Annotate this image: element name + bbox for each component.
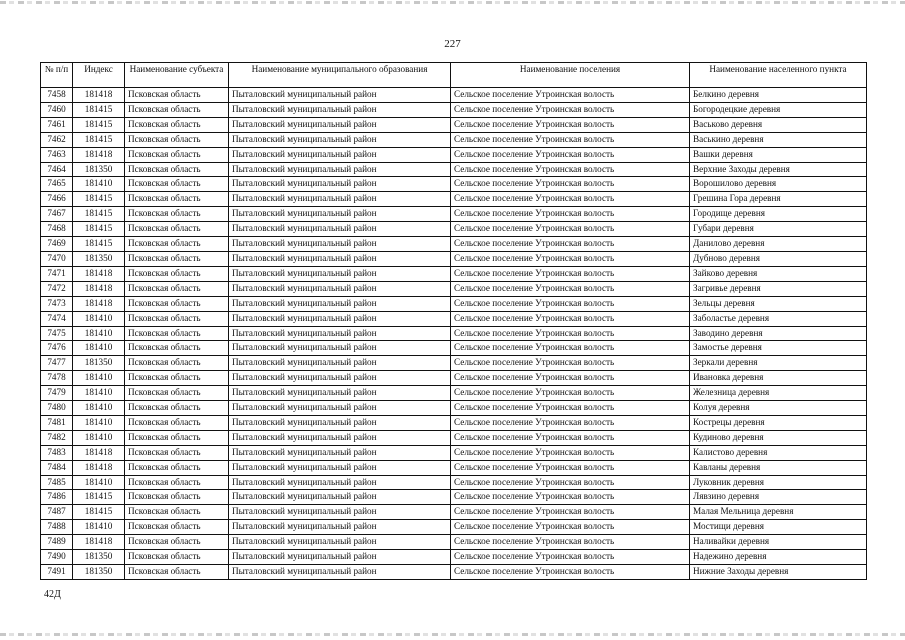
postal-index: 181410 <box>73 401 125 416</box>
municipality-name: Пыталовский муниципальный район <box>229 520 451 535</box>
row-number: 7460 <box>41 102 73 117</box>
subject-name: Псковская область <box>125 162 229 177</box>
subject-name: Псковская область <box>125 147 229 162</box>
row-number: 7486 <box>41 490 73 505</box>
table-row <box>41 550 867 565</box>
municipality-name: Пыталовский муниципальный район <box>229 281 451 296</box>
subject-name: Псковская область <box>125 550 229 565</box>
postal-index: 181418 <box>73 147 125 162</box>
locality-name: Заболастье деревня <box>690 311 867 326</box>
table-row <box>41 162 867 177</box>
row-number: 7461 <box>41 117 73 132</box>
municipality-name: Пыталовский муниципальный район <box>229 505 451 520</box>
table-body <box>41 88 867 580</box>
locality-name: Луковник деревня <box>690 475 867 490</box>
col-header-subject: Наименование субъекта <box>125 63 229 88</box>
row-number: 7466 <box>41 192 73 207</box>
locality-name: Наливайки деревня <box>690 535 867 550</box>
table-row <box>41 311 867 326</box>
postal-index: 181415 <box>73 490 125 505</box>
postal-index: 181418 <box>73 445 125 460</box>
table-row <box>41 475 867 490</box>
table-row <box>41 341 867 356</box>
municipality-name: Пыталовский муниципальный район <box>229 460 451 475</box>
settlement-name: Сельское поселение Утроинская волость <box>451 326 690 341</box>
settlement-name: Сельское поселение Утроинская волость <box>451 565 690 580</box>
row-number: 7476 <box>41 341 73 356</box>
postal-index: 181410 <box>73 341 125 356</box>
subject-name: Псковская область <box>125 371 229 386</box>
row-number: 7473 <box>41 296 73 311</box>
municipality-name: Пыталовский муниципальный район <box>229 415 451 430</box>
row-number: 7471 <box>41 266 73 281</box>
subject-name: Псковская область <box>125 222 229 237</box>
subject-name: Псковская область <box>125 356 229 371</box>
table-row <box>41 430 867 445</box>
locality-name: Кострецы деревня <box>690 415 867 430</box>
municipality-name: Пыталовский муниципальный район <box>229 88 451 103</box>
locality-name: Заводино деревня <box>690 326 867 341</box>
postal-index: 181410 <box>73 371 125 386</box>
table-row <box>41 296 867 311</box>
municipality-name: Пыталовский муниципальный район <box>229 401 451 416</box>
subject-name: Псковская область <box>125 311 229 326</box>
row-number: 7469 <box>41 237 73 252</box>
locality-name: Загривье деревня <box>690 281 867 296</box>
municipality-name: Пыталовский муниципальный район <box>229 430 451 445</box>
municipality-name: Пыталовский муниципальный район <box>229 251 451 266</box>
locality-name: Белкино деревня <box>690 88 867 103</box>
locality-name: Зеркали деревня <box>690 356 867 371</box>
table-row <box>41 415 867 430</box>
municipality-name: Пыталовский муниципальный район <box>229 535 451 550</box>
table-row <box>41 505 867 520</box>
subject-name: Псковская область <box>125 177 229 192</box>
row-number: 7458 <box>41 88 73 103</box>
settlement-name: Сельское поселение Утроинская волость <box>451 311 690 326</box>
row-number: 7472 <box>41 281 73 296</box>
scan-edge-top <box>0 1 905 4</box>
subject-name: Псковская область <box>125 341 229 356</box>
municipality-name: Пыталовский муниципальный район <box>229 192 451 207</box>
row-number: 7479 <box>41 386 73 401</box>
locality-name: Верхние Заходы деревня <box>690 162 867 177</box>
municipality-name: Пыталовский муниципальный район <box>229 147 451 162</box>
municipality-name: Пыталовский муниципальный район <box>229 296 451 311</box>
postal-index: 181410 <box>73 311 125 326</box>
table-row <box>41 102 867 117</box>
table-row <box>41 281 867 296</box>
locality-name: Ивановка деревня <box>690 371 867 386</box>
subject-name: Псковская область <box>125 505 229 520</box>
locality-name: Губари деревня <box>690 222 867 237</box>
settlement-name: Сельское поселение Утроинская волость <box>451 371 690 386</box>
subject-name: Псковская область <box>125 88 229 103</box>
row-number: 7488 <box>41 520 73 535</box>
table-row <box>41 192 867 207</box>
settlement-name: Сельское поселение Утроинская волость <box>451 102 690 117</box>
row-number: 7487 <box>41 505 73 520</box>
postal-index: 181410 <box>73 415 125 430</box>
row-number: 7491 <box>41 565 73 580</box>
table-row <box>41 445 867 460</box>
table-row <box>41 237 867 252</box>
municipality-name: Пыталовский муниципальный район <box>229 132 451 147</box>
locality-name: Зельцы деревня <box>690 296 867 311</box>
locality-name: Данилово деревня <box>690 237 867 252</box>
postal-index: 181350 <box>73 565 125 580</box>
subject-name: Псковская область <box>125 490 229 505</box>
settlement-name: Сельское поселение Утроинская волость <box>451 475 690 490</box>
subject-name: Псковская область <box>125 520 229 535</box>
postal-index: 181415 <box>73 207 125 222</box>
locality-name: Мостищи деревня <box>690 520 867 535</box>
locality-name: Кудиново деревня <box>690 430 867 445</box>
postal-index: 181410 <box>73 177 125 192</box>
table-row <box>41 460 867 475</box>
col-header-locality: Наименование населенного пункта <box>690 63 867 88</box>
table-row <box>41 401 867 416</box>
table-row <box>41 117 867 132</box>
settlement-name: Сельское поселение Утроинская волость <box>451 341 690 356</box>
col-header-number: № п/п <box>41 63 73 88</box>
postal-index: 181415 <box>73 102 125 117</box>
subject-name: Псковская область <box>125 117 229 132</box>
municipality-name: Пыталовский муниципальный район <box>229 117 451 132</box>
postal-index: 181415 <box>73 237 125 252</box>
settlement-name: Сельское поселение Утроинская волость <box>451 550 690 565</box>
locality-name: Вашки деревня <box>690 147 867 162</box>
settlement-name: Сельское поселение Утроинская волость <box>451 162 690 177</box>
postal-index: 181410 <box>73 386 125 401</box>
municipality-name: Пыталовский муниципальный район <box>229 177 451 192</box>
settlement-name: Сельское поселение Утроинская волость <box>451 147 690 162</box>
locality-name: Лявзино деревня <box>690 490 867 505</box>
subject-name: Псковская область <box>125 401 229 416</box>
settlement-name: Сельское поселение Утроинская волость <box>451 117 690 132</box>
locality-name: Кавланы деревня <box>690 460 867 475</box>
locality-name: Васьково деревня <box>690 117 867 132</box>
municipality-name: Пыталовский муниципальный район <box>229 565 451 580</box>
table-row <box>41 520 867 535</box>
postal-index: 181418 <box>73 88 125 103</box>
table-row <box>41 222 867 237</box>
row-number: 7468 <box>41 222 73 237</box>
settlement-name: Сельское поселение Утроинская волость <box>451 296 690 311</box>
subject-name: Псковская область <box>125 132 229 147</box>
subject-name: Псковская область <box>125 445 229 460</box>
table-row <box>41 326 867 341</box>
page-number: 227 <box>444 38 461 50</box>
settlement-name: Сельское поселение Утроинская волость <box>451 505 690 520</box>
postal-index: 181410 <box>73 326 125 341</box>
settlements-table <box>40 62 867 580</box>
settlement-name: Сельское поселение Утроинская волость <box>451 251 690 266</box>
table-row <box>41 490 867 505</box>
col-header-municipality: Наименование муниципального образования <box>229 63 451 88</box>
table-row <box>41 371 867 386</box>
table-row <box>41 88 867 103</box>
settlement-name: Сельское поселение Утроинская волость <box>451 192 690 207</box>
footer-code: 42Д <box>44 589 61 600</box>
locality-name: Малая Мельница деревня <box>690 505 867 520</box>
municipality-name: Пыталовский муниципальный район <box>229 356 451 371</box>
locality-name: Богородецкие деревня <box>690 102 867 117</box>
settlement-name: Сельское поселение Утроинская волость <box>451 445 690 460</box>
postal-index: 181415 <box>73 132 125 147</box>
settlement-name: Сельское поселение Утроинская волость <box>451 281 690 296</box>
locality-name: Колуя деревня <box>690 401 867 416</box>
settlement-name: Сельское поселение Утроинская волость <box>451 356 690 371</box>
table-row <box>41 386 867 401</box>
postal-index: 181415 <box>73 222 125 237</box>
municipality-name: Пыталовский муниципальный район <box>229 371 451 386</box>
subject-name: Псковская область <box>125 535 229 550</box>
settlement-name: Сельское поселение Утроинская волость <box>451 460 690 475</box>
subject-name: Псковская область <box>125 326 229 341</box>
settlement-name: Сельское поселение Утроинская волость <box>451 520 690 535</box>
row-number: 7480 <box>41 401 73 416</box>
row-number: 7489 <box>41 535 73 550</box>
table-row <box>41 177 867 192</box>
postal-index: 181418 <box>73 535 125 550</box>
locality-name: Замостье деревня <box>690 341 867 356</box>
subject-name: Псковская область <box>125 266 229 281</box>
table-header <box>41 63 867 88</box>
subject-name: Псковская область <box>125 415 229 430</box>
municipality-name: Пыталовский муниципальный район <box>229 207 451 222</box>
col-header-settlement: Наименование поселения <box>451 63 690 88</box>
row-number: 7482 <box>41 430 73 445</box>
subject-name: Псковская область <box>125 102 229 117</box>
row-number: 7465 <box>41 177 73 192</box>
postal-index: 181410 <box>73 475 125 490</box>
table-row <box>41 132 867 147</box>
municipality-name: Пыталовский муниципальный район <box>229 341 451 356</box>
municipality-name: Пыталовский муниципальный район <box>229 162 451 177</box>
settlement-name: Сельское поселение Утроинская волость <box>451 237 690 252</box>
table-row <box>41 565 867 580</box>
postal-index: 181410 <box>73 430 125 445</box>
col-header-index: Индекс <box>73 63 125 88</box>
municipality-name: Пыталовский муниципальный район <box>229 445 451 460</box>
subject-name: Псковская область <box>125 460 229 475</box>
scan-edge-bottom <box>0 633 905 636</box>
municipality-name: Пыталовский муниципальный район <box>229 490 451 505</box>
locality-name: Грешина Гора деревня <box>690 192 867 207</box>
subject-name: Псковская область <box>125 237 229 252</box>
settlement-name: Сельское поселение Утроинская волость <box>451 177 690 192</box>
postal-index: 181415 <box>73 117 125 132</box>
subject-name: Псковская область <box>125 207 229 222</box>
locality-name: Надежино деревня <box>690 550 867 565</box>
locality-name: Городище деревня <box>690 207 867 222</box>
municipality-name: Пыталовский муниципальный район <box>229 550 451 565</box>
header-row <box>41 63 867 88</box>
row-number: 7464 <box>41 162 73 177</box>
municipality-name: Пыталовский муниципальный район <box>229 102 451 117</box>
postal-index: 181418 <box>73 460 125 475</box>
table-row <box>41 207 867 222</box>
subject-name: Псковская область <box>125 296 229 311</box>
settlement-name: Сельское поселение Утроинская волость <box>451 415 690 430</box>
row-number: 7470 <box>41 251 73 266</box>
row-number: 7462 <box>41 132 73 147</box>
subject-name: Псковская область <box>125 386 229 401</box>
locality-name: Зайково деревня <box>690 266 867 281</box>
table-row <box>41 356 867 371</box>
locality-name: Ворошилово деревня <box>690 177 867 192</box>
row-number: 7484 <box>41 460 73 475</box>
municipality-name: Пыталовский муниципальный район <box>229 311 451 326</box>
subject-name: Псковская область <box>125 251 229 266</box>
row-number: 7463 <box>41 147 73 162</box>
municipality-name: Пыталовский муниципальный район <box>229 326 451 341</box>
municipality-name: Пыталовский муниципальный район <box>229 266 451 281</box>
settlement-name: Сельское поселение Утроинская волость <box>451 535 690 550</box>
locality-name: Нижние Заходы деревня <box>690 565 867 580</box>
row-number: 7478 <box>41 371 73 386</box>
locality-name: Калистово деревня <box>690 445 867 460</box>
subject-name: Псковская область <box>125 430 229 445</box>
postal-index: 181418 <box>73 266 125 281</box>
postal-index: 181418 <box>73 281 125 296</box>
row-number: 7467 <box>41 207 73 222</box>
subject-name: Псковская область <box>125 281 229 296</box>
postal-index: 181350 <box>73 251 125 266</box>
subject-name: Псковская область <box>125 192 229 207</box>
subject-name: Псковская область <box>125 475 229 490</box>
subject-name: Псковская область <box>125 565 229 580</box>
locality-name: Дубново деревня <box>690 251 867 266</box>
municipality-name: Пыталовский муниципальный район <box>229 222 451 237</box>
settlement-name: Сельское поселение Утроинская волость <box>451 88 690 103</box>
postal-index: 181350 <box>73 550 125 565</box>
row-number: 7477 <box>41 356 73 371</box>
row-number: 7481 <box>41 415 73 430</box>
postal-index: 181350 <box>73 356 125 371</box>
postal-index: 181350 <box>73 162 125 177</box>
table-row <box>41 535 867 550</box>
row-number: 7483 <box>41 445 73 460</box>
settlement-name: Сельское поселение Утроинская волость <box>451 266 690 281</box>
settlement-name: Сельское поселение Утроинская волость <box>451 430 690 445</box>
table-row <box>41 266 867 281</box>
settlement-name: Сельское поселение Утроинская волость <box>451 401 690 416</box>
row-number: 7490 <box>41 550 73 565</box>
settlement-name: Сельское поселение Утроинская волость <box>451 222 690 237</box>
row-number: 7474 <box>41 311 73 326</box>
settlement-name: Сельское поселение Утроинская волость <box>451 386 690 401</box>
settlement-name: Сельское поселение Утроинская волость <box>451 490 690 505</box>
settlement-name: Сельское поселение Утроинская волость <box>451 132 690 147</box>
municipality-name: Пыталовский муниципальный район <box>229 475 451 490</box>
municipality-name: Пыталовский муниципальный район <box>229 237 451 252</box>
settlement-name: Сельское поселение Утроинская волость <box>451 207 690 222</box>
row-number: 7485 <box>41 475 73 490</box>
postal-index: 181410 <box>73 520 125 535</box>
municipality-name: Пыталовский муниципальный район <box>229 386 451 401</box>
postal-index: 181415 <box>73 192 125 207</box>
locality-name: Васькино деревня <box>690 132 867 147</box>
locality-name: Железница деревня <box>690 386 867 401</box>
table-row <box>41 251 867 266</box>
table-row <box>41 147 867 162</box>
postal-index: 181418 <box>73 296 125 311</box>
row-number: 7475 <box>41 326 73 341</box>
postal-index: 181415 <box>73 505 125 520</box>
